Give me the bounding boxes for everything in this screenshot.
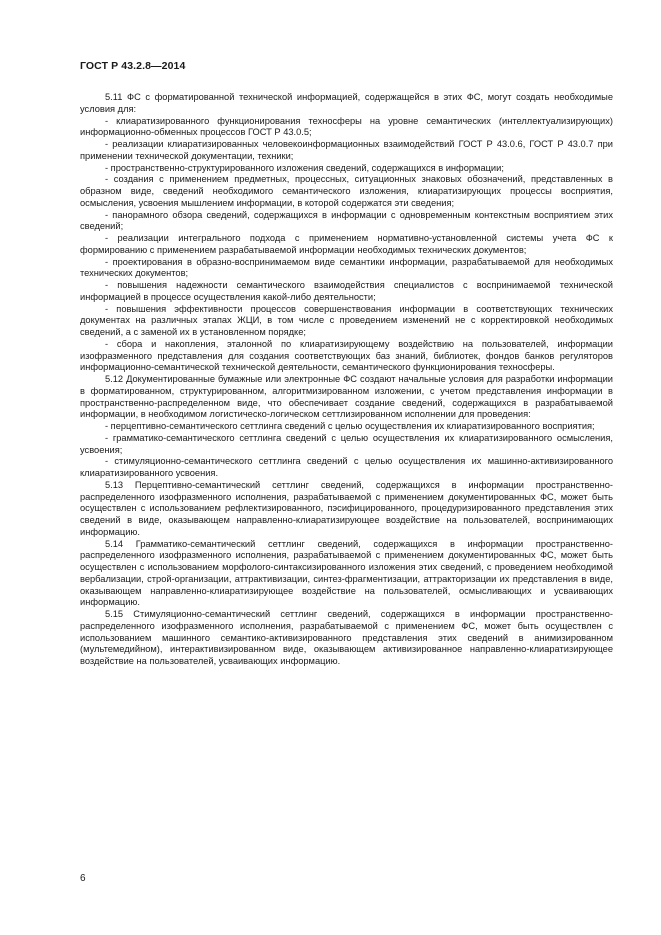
paragraph-5-15: 5.15 Стимуляционно-семантический сеттлинг сведений, содержащихся в информации пространственно-распределенного изофразменного исполнения, разрабатываемой с применением ФС, может быть осуществлен с использованием машинного семантико-активизированного представления этих сведений в анимизированном (мультемедийном), интерактивизированном виде, оказывающем активизированное направленно-клиаратизирующее воздействие на пользователей, усваивающих информацию. [80, 609, 613, 666]
paragraph-5-14: 5.14 Грамматико-семантический сеттлинг сведений, содержащихся в информации пространственно-распределенного изофразменного исполнения, разрабатываемой с применением документированных ФС, может быть осуществлен с использованием морфолого-синтаксизированного изложения этих сведений, с проведением необходимой вербализации, строй-организации, аттрактивизации, синтез-фрагментизации, аттракторизации их представления в виде, оказывающем направленно-клиаратизирующее воздействие на пользователей, осмысливающих и усваивающих информацию. [80, 538, 613, 608]
paragraph-5-12: 5.12 Документированные бумажные или электронные ФС создают начальные условия для разработки информации в форматированном, структурированном, алгоритмизированном изложении, с учетом представления информации в пространственно-распределенном виде, что обеспечивает создание сведений, содержащихся в разрабатываемой информации, в необходимом логистическо-логическом сеттлизированном исполнении для проведения: [80, 374, 613, 420]
document-header: ГОСТ Р 43.2.8—2014 [80, 60, 186, 72]
list-item: - грамматико-семантического сеттлинга сведений с целью осуществления их клиаратизированного осмысления, усвоения; [80, 432, 613, 455]
list-item: - повышения надежности семантического взаимодействия специалистов с воспринимаемой технической информацией в процессе осуществления какой-либо деятельности; [80, 280, 613, 302]
document-body [80, 92, 613, 668]
list-item: - повышения эффективности процессов совершенствования информации в соответствующих технических документах на различных этапах ЖЦИ, в том числе с проведением изменений не с корректировкой необходимых сведений, а с заменой их в установленном порядке; [80, 303, 613, 337]
paragraph-5-11: 5.11 ФС с форматированной технической информацией, содержащейся в этих ФС, могут создать необходимые условия для: [80, 92, 613, 114]
list-item: - перцептивно-семантического сеттлинга сведений с целью осуществления их клиаратизированного восприятия; [105, 421, 595, 431]
list-item: - панорамного обзора сведений, содержащихся в информации с одновременным контекстным восприятием этих сведений; [80, 209, 613, 232]
page-number: 6 [80, 873, 86, 884]
list-item: - реализации клиаратизированных человекоинформационных взаимодействий ГОСТ Р 43.0.6, ГОСТ Р 43.0.7 при применении технической документации, техники; [80, 139, 613, 161]
list-item: - создания с применением предметных, процессных, ситуационных знаковых обозначений, представленных в образном виде, сведений необходимого семантического изложения, клиаратизирующих процессы восприятия, осмысления, усвоения мышлением информации, в которой содержатся эти сведения; [80, 174, 613, 208]
list-item: - реализации интегрального подхода с применением нормативно-установленной системы учета ФС к формированию с применением разрабатываемой информации необходимых технических документов; [80, 233, 613, 255]
paragraph-5-13: 5.13 Перцептивно-семантический сеттлинг сведений, содержащихся в информации пространственно-распределенного изофразменного исполнения, разрабатываемой с применением документированных ФС, может быть осуществлен с использованием рефлектизированного, пэсифицированного, процедуризированного представления этих сведений в виде, оказывающем направленно-клиаратизирующее воздействие на пользователей, воспринимающих информацию. [80, 479, 613, 537]
list-item: - сбора и накопления, эталонной по клиаратизирующему воздействию на пользователей, информации изофразменного представления для создания соответствующих баз знаний, библиотек, фондов банков регуляторов информационно-семантической технической деятельности, семантического функционирования техносферы. [80, 338, 613, 373]
list-item: - клиаратизированного функционирования техносферы на уровне семантических (интеллектуализирующих) информационно-обменных процессов ГОСТ Р 43.0.5; [80, 115, 613, 138]
list-item: - проектирования в образно-воспринимаемом виде семантики информации, разрабатываемой для необходимых технических документов; [80, 256, 613, 279]
list-item: - стимуляционно-семантического сеттлинга сведений с целью осуществления их машинно-активизированного клиаратизированного усвоения. [80, 456, 613, 478]
list-item: - пространственно-структурированного изложения сведений, содержащихся в информации; [105, 162, 504, 173]
